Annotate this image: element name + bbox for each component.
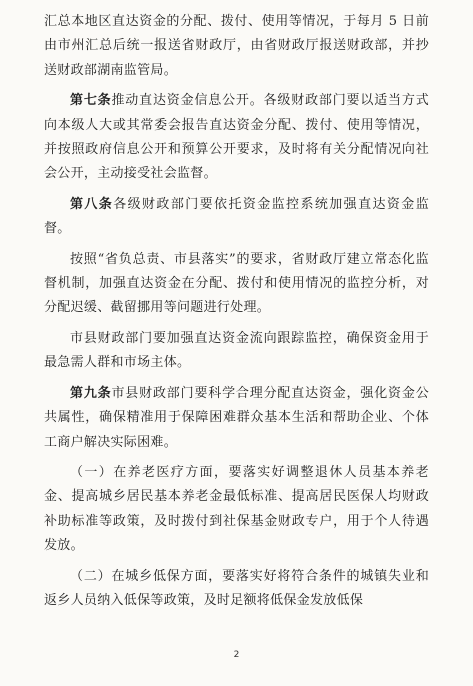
paragraph-text: 各级财政部门要依托资金监控系统加强直达资金监督。 [44, 196, 429, 237]
article-number: 第八条 [70, 196, 114, 212]
article-number: 第九条 [70, 385, 112, 401]
paragraph-text: 按照“省负总责、市县落实”的要求，省财政厅建立常态化监督机制，加强直达资金在分配、拨付和使用情况的监控分析，对分配迟缓、截留挪用等问题进行处理。 [44, 251, 429, 316]
paragraph-1 [44, 10, 429, 83]
paragraph-text: （二）在城乡低保方面，要落实好将符合条件的城镇失业和返乡人员纳入低保等政策，及时足额将低保金发放低保 [44, 568, 429, 608]
paragraph-text: （一）在养老医疗方面，要落实好调整退休人员基本养老金、提高城乡居民基本养老金最低标准、提高居民医保人均财政补助标准等政策，及时拨付到社保基金财政专户，用于个人待遇发放。 [44, 464, 429, 554]
paragraph-text: 市县财政部门要加强直达资金流向跟踪监控，确保资金用于最急需人群和市场主体。 [44, 330, 429, 371]
article-number: 第七条 [70, 93, 112, 109]
paragraph-text: 市县财政部门要科学合理分配直达资金，强化资金公共属性，确保精准用于保障困难群众基本生活和帮助企业、个体工商户解决实际困难。 [44, 385, 429, 450]
paragraph-text: 汇总本地区直达资金的分配、拨付、使用等情况，于每月 5 日前由市州汇总后统一报送省财政厅，由省财政厅报送财政部，并抄送财政部湖南监管局。 [44, 14, 429, 78]
paragraph-article-9 [44, 382, 429, 455]
paragraph-5 [44, 327, 429, 376]
paragraph-4 [44, 248, 429, 321]
paragraph-7 [44, 461, 429, 559]
paragraph-article-7 [44, 89, 429, 187]
paragraph-text: 推动直达资金信息公开。各级财政部门要以适当方式向本级人大或其常委会报告直达资金分配、拨付、使用等情况，并按照政府信息公开和预算公开要求，及时将有关分配情况向社会公开，主动接受社会监督。 [44, 93, 429, 182]
paragraph-8 [44, 565, 429, 614]
page-number: 2 [233, 650, 240, 660]
paragraph-article-8 [44, 193, 429, 242]
